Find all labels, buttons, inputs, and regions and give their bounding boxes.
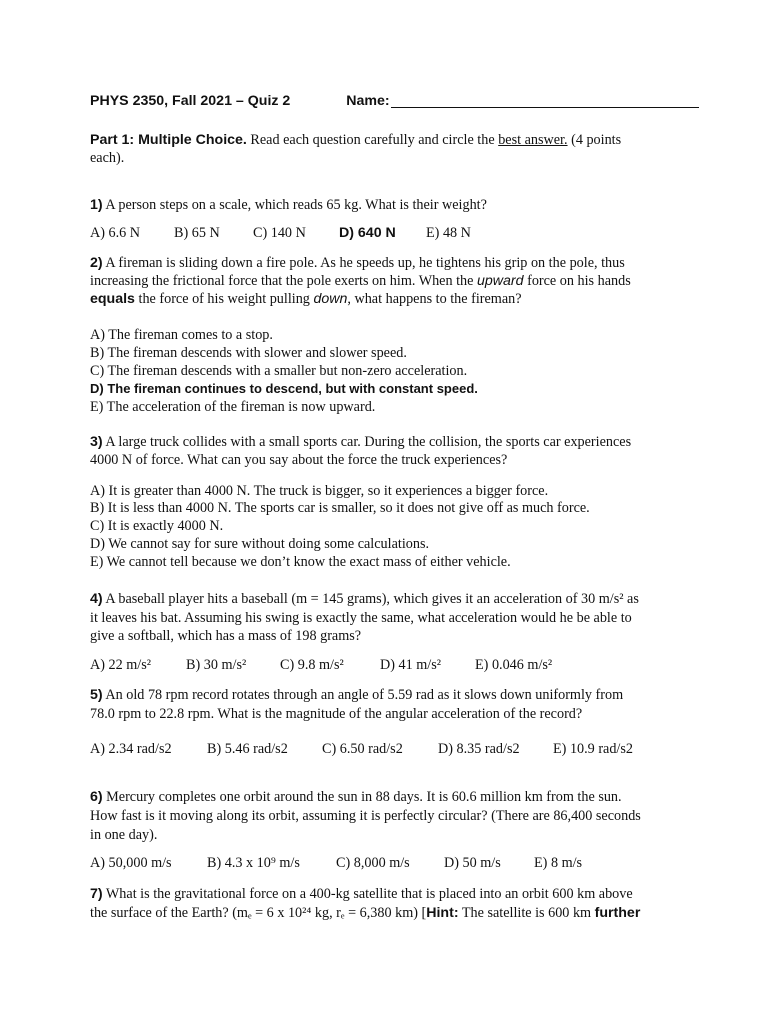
q2-option-a: A) The fireman comes to a stop. — [90, 327, 273, 343]
question-1: 1) A person steps on a scale, which reads 65 kg. What is their weight? — [90, 197, 487, 213]
question-2: 2) A fireman is sliding down a fire pole. As he speeds up, he tightens his grip on the pole, thus — [90, 255, 625, 271]
q6-option-b: B) 4.3 x 10⁹ m/s — [207, 855, 300, 871]
question-number: 4) — [90, 591, 103, 607]
question-4: 4) A baseball player hits a baseball (m = 145 grams), which gives it an acceleration of 30 m/s² as — [90, 591, 639, 607]
q3-option-d: D) We cannot say for sure without doing some calculations. — [90, 536, 430, 552]
q6-option-a: A) 50,000 m/s — [90, 855, 172, 871]
q4-option-b: B) 30 m/s² — [186, 657, 247, 673]
q1-option-d-correct: D) 640 N — [339, 225, 396, 241]
q1-option-a: A) 6.6 N — [90, 225, 141, 241]
part1-title: Part 1: Multiple Choice. — [90, 132, 247, 148]
question-number: 6) — [90, 789, 103, 805]
q5-option-d: D) 8.35 rad/s2 — [438, 741, 520, 757]
q5-option-a: A) 2.34 rad/s2 — [90, 741, 172, 757]
question-3: 3) A large truck collides with a small sports car. During the collision, the sports car experiences — [90, 434, 632, 450]
question-number: 3) — [90, 434, 103, 450]
q2-option-b: B) The fireman descends with slower and slower speed. — [90, 345, 407, 361]
q1-option-c: C) 140 N — [253, 225, 306, 241]
header-line — [90, 92, 699, 110]
q5-option-c: C) 6.50 rad/s2 — [322, 741, 403, 757]
q4-option-e: E) 0.046 m/s² — [475, 657, 553, 673]
q2-option-e: E) The acceleration of the fireman is now upward. — [90, 399, 376, 415]
question-6: 6) Mercury completes one orbit around the sun in 88 days. It is 60.6 million km from the sun. — [90, 789, 622, 805]
q3-option-e: E) We cannot tell because we don’t know the exact mass of either vehicle. — [90, 554, 511, 570]
q2-option-d-correct: D) The fireman continues to descend, but with constant speed. — [90, 381, 478, 396]
q4-option-a: A) 22 m/s² — [90, 657, 152, 673]
q2-option-c: C) The fireman descends with a smaller but non-zero acceleration. — [90, 363, 468, 379]
part1-instructions: Part 1: Multiple Choice. Read each question carefully and circle the best answer. (4 points — [90, 132, 622, 148]
q3-option-c: C) It is exactly 4000 N. — [90, 518, 224, 534]
quiz-page: PHYS 2350, Fall 2021 – Quiz 2 Name: Part 1: Multiple Choice. Read each question carefully and circle the best answer. (4 points each). 1) A person steps on a scale, which reads 65 kg. What is their weight? A) 6.6 N B) 65 N C) 140 N D) 640 N E) 48 N 2) A fireman is sliding down a fire pole. As he speeds up, he tightens his grip on the pole, thus increasing the frictional force that the pole exerts on him. When the upward force on his hands equals the force of his weight pulling down, what happens to the fireman? A) The fireman comes to a stop. B) The fireman descends with slower and slower speed. C) The fireman descends with a smaller but non-zero acceleration. D) The fireman continues to descend, but with constant speed. E) The acceleration of the fireman is now upward. 3) A large truck collides with a small sports car. During the collision, the sports car experiences 4000 N of force. What can you say about the force the truck experiences? A) It is greater than 4000 N. The truck is bigger, so it experiences a bigger force. B) It is less than 4000 N. The sports car is smaller, so it does not give off as much force. C) It is exactly 4000 N. D) We cannot say for sure without doing some calculations. E) We cannot tell because we don’t know the exact mass of either vehicle. 4) A baseball player hits a baseball (m = 145 grams), which gives it an acceleration of 30 m/s² as it leaves his bat. Assuming his swing is exactly the same, what acceleration would he be able to give a softball, which has a mass of 198 grams? A) 22 m/s² B) 30 m/s² C) 9.8 m/s² D) 41 m/s² E) 0.046 m/s² 5) An old 78 rpm record rotates through an angle of 5.59 rad as it slows down uniformly from 78.0 rpm to 22.8 rpm. What is the magnitude of the angular acceleration of the record? A) 2.34 rad/s2 B) 5.46 rad/s2 C) 6.50 rad/s2 D) 8.35 rad/s2 E) 10.9 rad/s2 6) Mercury completes one orbit around the sun in 88 days. It is 60.6 million km from the sun. How fast is it moving along its orbit, assuming it is perfectly circular? (There are 86,400 seconds in one day). A) 50,000 m/s B) 4.3 x 10⁹ m/s C) 8,000 m/s D) 50 m/s E) 8 m/s 7) What is the gravitational force on a 400-kg satellite that is placed into an orbit 600 km above the surface of the Earth? (mₑ = 6 x 10²⁴ kg, rₑ = 6,380 km) [Hint: The satellite is 600 km further — [0, 0, 768, 1024]
question-7: 7) What is the gravitational force on a 400-kg satellite that is placed into an orbit 600 km above — [90, 886, 633, 902]
q1-option-e: E) 48 N — [426, 225, 471, 241]
question-number: 5) — [90, 687, 103, 703]
q1-option-b: B) 65 N — [174, 225, 220, 241]
q5-option-b: B) 5.46 rad/s2 — [207, 741, 288, 757]
q6-option-e: E) 8 m/s — [534, 855, 583, 871]
course-title: PHYS 2350, Fall 2021 – Quiz 2 — [90, 93, 291, 109]
q5-option-e: E) 10.9 rad/s2 — [553, 741, 633, 757]
q3-option-b: B) It is less than 4000 N. The sports car is smaller, so it does not give off as much force. — [90, 500, 590, 516]
q4-option-c: C) 9.8 m/s² — [280, 657, 344, 673]
question-number: 1) — [90, 197, 103, 213]
question-5: 5) An old 78 rpm record rotates through an angle of 5.59 rad as it slows down uniformly from — [90, 687, 624, 703]
name-field[interactable] — [391, 93, 699, 108]
q6-option-d: D) 50 m/s — [444, 855, 501, 871]
q6-option-c: C) 8,000 m/s — [336, 855, 410, 871]
question-number: 7) — [90, 886, 103, 902]
q4-option-d: D) 41 m/s² — [380, 657, 442, 673]
name-label: Name: — [346, 93, 390, 109]
q3-option-a: A) It is greater than 4000 N. The truck is bigger, so it experiences a bigger force. — [90, 483, 549, 499]
question-number: 2) — [90, 255, 103, 271]
